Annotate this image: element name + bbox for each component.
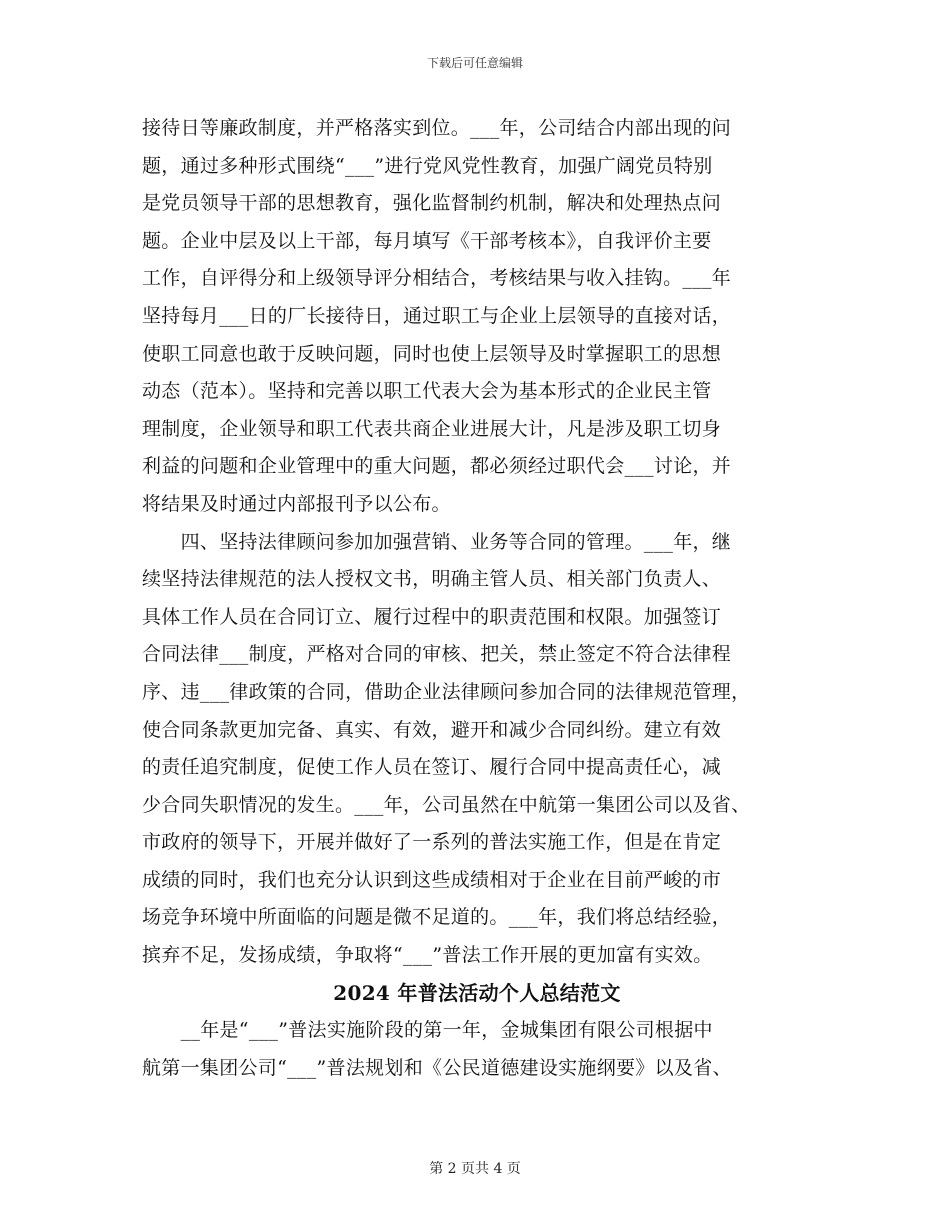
body-line: 利益的问题和企业管理中的重大问题，都必须经过职代会___讨论，并 [142, 455, 732, 478]
body-line: 市政府的领导下，开展并做好了一系列的普法实施工作，但是在肯定 [142, 831, 722, 854]
body-line: 接待日等廉政制度，并严格落实到位。___年，公司结合内部出现的问 [142, 117, 732, 139]
body-line: 理制度，企业领导和职工代表共商企业进展大计，凡是涉及职工切身 [142, 417, 722, 440]
section-line: __年是“___”普法实施阶段的第一年，金城集团有限公司根据中 [142, 1019, 713, 1042]
body-line: 序、违___律政策的合同，借助企业法律顾问参加合同的法律规范管理， [142, 680, 751, 703]
page-footer: 第 2 页共 4 页 [429, 1161, 521, 1177]
page-header: 下载后可任意编辑 [426, 56, 523, 70]
body-line: 坚持每月___日的厂长接待日，通过职工与企业上层领导的直接对话， [142, 304, 732, 327]
body-line: 合同法律___制度，严格对合同的审核、把关，禁止签定不符合法律程 [142, 643, 732, 666]
body-line: 题。企业中层及以上干部，每月填写《干部考核本》，自我评价主要 [142, 229, 712, 252]
body-line: 续坚持法律规范的法人授权文书，明确主管人员、相关部门负责人、 [142, 568, 722, 591]
body-line: 动态（范本）。坚持和完善以职工代表大会为基本形式的企业民主管 [142, 380, 712, 403]
document-body [142, 110, 812, 1087]
body-line: 使合同条款更加完备、真实、有效，避开和减少合同纠纷。建立有效 [142, 718, 722, 741]
body-line: 成绩的同时，我们也充分认识到这些成绩相对于企业在目前严峻的市 [142, 868, 722, 891]
body-line: 将结果及时通过内部报刊予以公布。 [142, 492, 451, 515]
body-line: 具体工作人员在合同订立、履行过程中的职责范围和权限。加强签订 [142, 605, 722, 628]
body-line: 少合同失职情况的发生。___年，公司虽然在中航第一集团公司以及省、 [142, 793, 751, 816]
section-line: 航第一集团公司“___”普法规划和《公民道德建设实施纲要》以及省、 [142, 1056, 732, 1079]
body-line: 题，通过多种形式围绕“___”进行党风党性教育，加强广阔党员特别 [142, 154, 713, 177]
body-line: 工作，自评得分和上级领导评分相结合，考核结果与收入挂钩。___年 [142, 267, 732, 290]
section-title: 2024 年普法活动个人总结范文 [333, 980, 621, 1005]
body-line: 场竞争环境中所面临的问题是微不足道的。___年，我们将总结经验， [142, 906, 732, 929]
body-line: 摈弃不足，发扬成绩，争取将“___”普法工作开展的更加富有实效。 [142, 944, 713, 967]
body-line: 的责任追究制度，促使工作人员在签订、履行合同中提高责任心，减 [142, 756, 722, 779]
body-line: 使职工同意也敢于反映问题，同时也使上层领导及时掌握职工的思想 [142, 342, 722, 365]
body-line: 四、坚持法律顾问参加加强营销、业务等合同的管理。___年，继 [142, 530, 732, 553]
body-line: 是党员领导干部的思想教育，强化监督制约机制，解决和处理热点问 [142, 192, 722, 215]
